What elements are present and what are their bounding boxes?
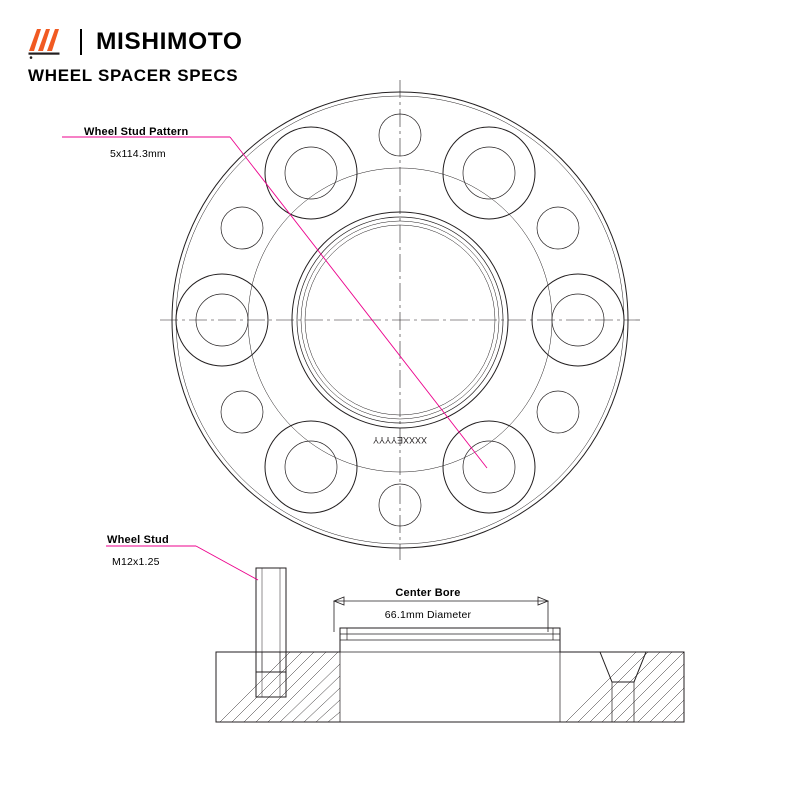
callout-label-wheel-stud-pattern: Wheel Stud Pattern bbox=[84, 126, 189, 138]
leader-wheel-stud bbox=[106, 546, 258, 580]
callout-value-wheel-stud-pattern: 5x114.3mm bbox=[110, 148, 166, 160]
dimension-center-bore bbox=[334, 597, 548, 632]
callout-label-wheel-stud: Wheel Stud bbox=[107, 534, 169, 546]
front-face-view bbox=[160, 80, 640, 560]
side-section-view bbox=[216, 568, 684, 722]
callout-value-wheel-stud: M12x1.25 bbox=[112, 556, 160, 568]
leader-wheel-stud-pattern bbox=[62, 137, 487, 468]
dim-label-center-bore: Center Bore bbox=[395, 587, 461, 599]
page-title: WHEEL SPACER SPECS bbox=[28, 66, 239, 85]
brand-name: MISHIMOTO bbox=[96, 27, 243, 55]
engraving-text: XXXXEYYYY bbox=[372, 435, 428, 445]
dim-value-center-bore: 66.1mm Diameter bbox=[384, 609, 472, 621]
